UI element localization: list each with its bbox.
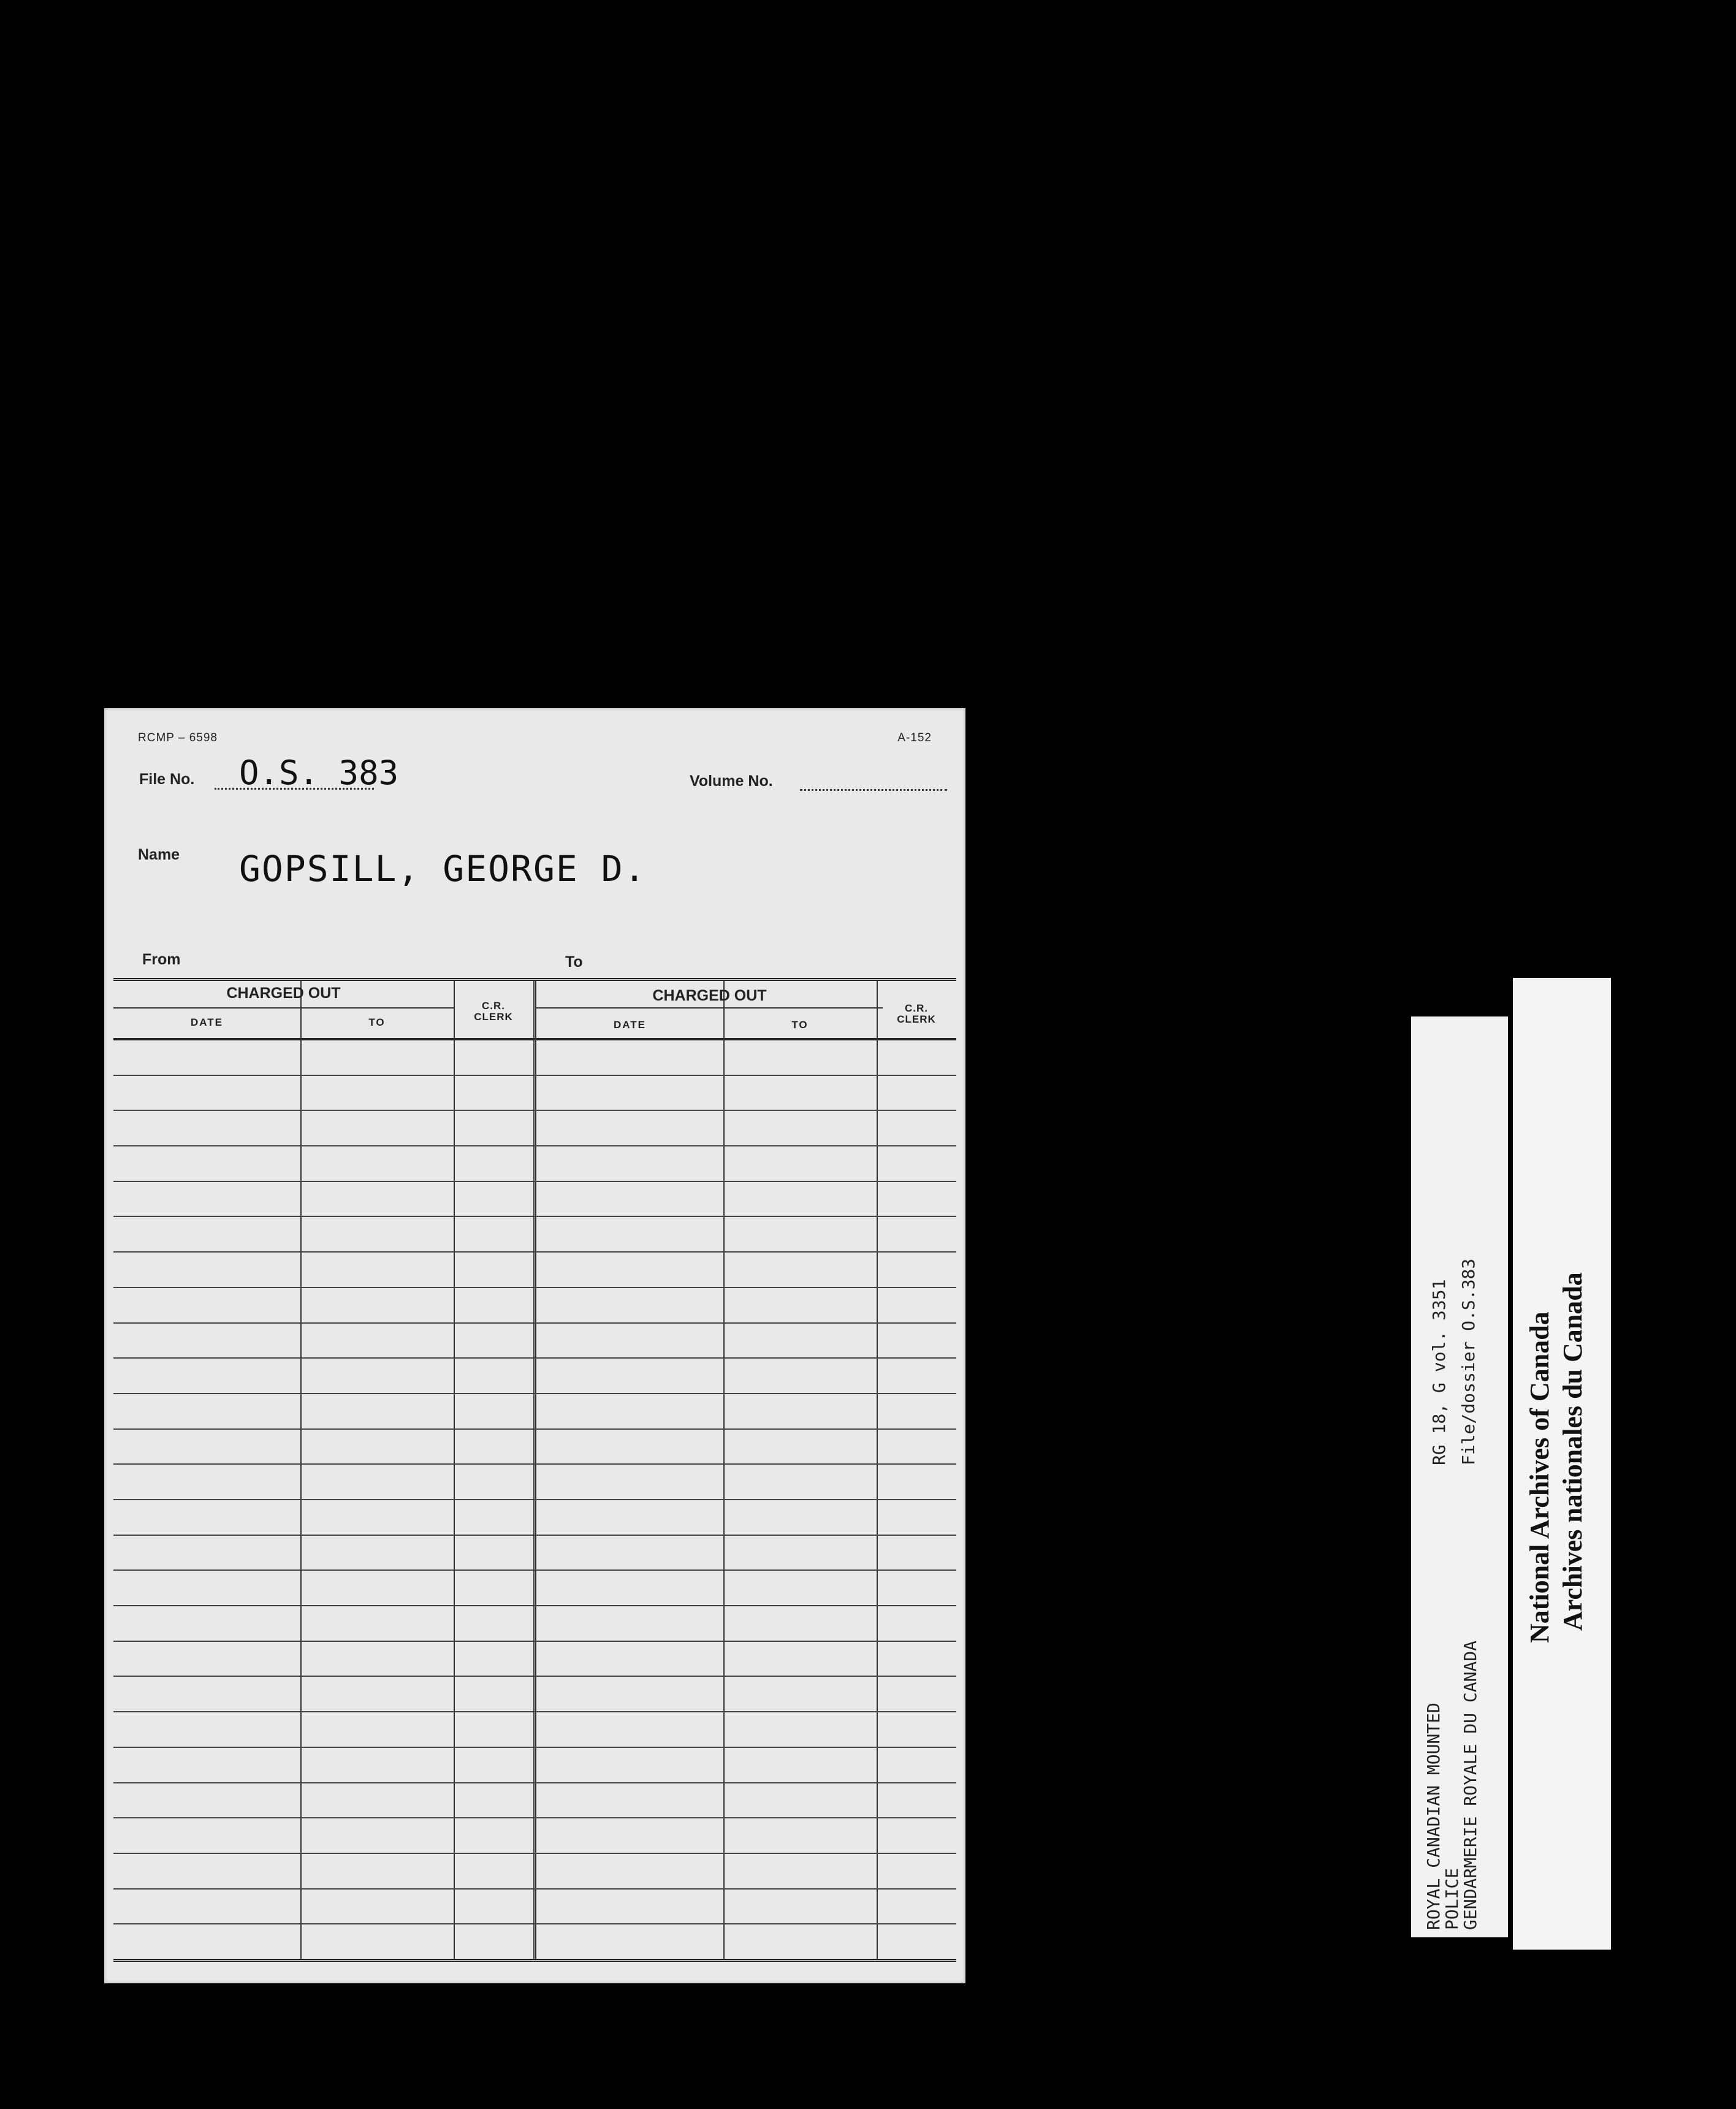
date-header: DATE [190,1016,223,1028]
clerk-header [877,1003,956,1025]
table-row-line [113,1569,956,1571]
clerk-header-line1: C.R. [905,1002,928,1014]
nac-label-english: National Archives of Canada [1525,1311,1555,1643]
table-row-line [113,1287,956,1288]
name-label: Name [138,846,180,863]
table-row-line [113,1711,956,1712]
table-row-line [113,1782,956,1783]
table-row-line [113,1181,956,1182]
blank-rows [113,1039,956,1959]
file-no-label: File No. [139,771,195,788]
table-row-line [113,1676,956,1677]
header-divider-left [113,1007,454,1009]
to-header: TO [791,1019,809,1031]
volume-no-dotted-line [800,789,947,791]
date-header: DATE [613,1019,646,1031]
table-row-line [113,1357,956,1359]
clerk-header [454,1001,533,1023]
table-row-line [113,1393,956,1394]
table-row-line [113,1499,956,1500]
clerk-header-line2: CLERK [474,1011,513,1023]
table-row-line [113,1322,956,1324]
name-value: GOPSILL, GEORGE D. [239,848,647,890]
table-row-line [113,1605,956,1606]
table-row-line [113,1075,956,1076]
charged-out-header: CHARGED OUT [226,985,341,1002]
rcmp-label-ref2: File/dossier O.S.383 [1458,1258,1479,1465]
table-row-line [113,1110,956,1111]
rcmp-label-ref1: RG 18, G vol. 3351 [1429,1279,1449,1465]
index-card [104,708,965,1983]
from-label: From [142,951,181,968]
table-row-line [113,1145,956,1146]
charged-out-header: CHARGED OUT [652,987,767,1004]
rcmp-label-line1: ROYAL CANADIAN MOUNTED [1423,1703,1444,1930]
table-row-line [113,1251,956,1253]
clerk-header-line1: C.R. [482,1000,505,1012]
to-label: To [565,953,583,971]
header-divider-right [536,1007,883,1009]
form-code-left: RCMP – 6598 [138,731,218,744]
national-archives-label [1513,978,1611,1950]
table-row-line [113,1853,956,1854]
volume-no-label: Volume No. [690,772,773,790]
to-header: TO [368,1016,386,1028]
rcmp-archive-label [1411,1016,1508,1937]
rcmp-label-line2: POLICE [1442,1867,1462,1930]
charge-out-table [113,978,956,1962]
table-row-line [113,1428,956,1430]
form-code-right: A-152 [897,731,932,744]
nac-label-french: Archives nationales du Canada [1558,1272,1588,1631]
table-row-line [113,1216,956,1217]
table-row-line [113,1463,956,1465]
table-row-line [113,1747,956,1748]
table-row-line [113,1888,956,1890]
table-row-line [113,1535,956,1536]
table-row-line [113,1923,956,1924]
clerk-header-line2: CLERK [897,1013,936,1025]
table-row-line [113,1817,956,1818]
rcmp-label-line3: GENDARMERIE ROYALE DU CANADA [1460,1640,1480,1930]
file-no-value: O.S. 383 [239,753,399,792]
table-row-line [113,1641,956,1642]
